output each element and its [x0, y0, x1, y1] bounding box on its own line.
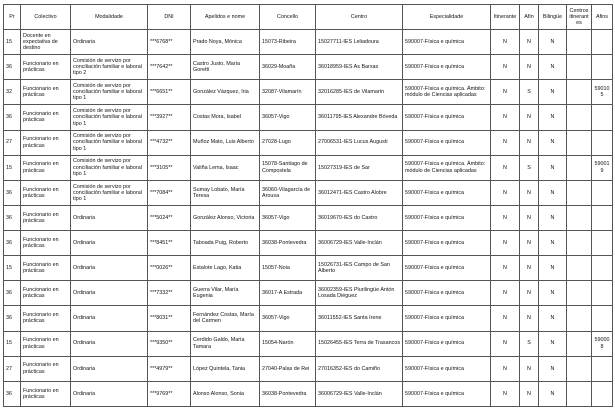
header-centro: Centro: [316, 5, 403, 30]
itinerante-cell: N: [491, 281, 520, 306]
dni-cell: ***0026**: [148, 256, 191, 281]
afin-cell: S: [520, 155, 539, 180]
bilingue-cell: N: [539, 105, 567, 130]
dni-cell: ***7084**: [148, 180, 191, 205]
header-centros-itinerantes: Centros itinerantes: [567, 5, 592, 30]
apelidos-cell: Costas Mora, Isabel: [191, 105, 260, 130]
afin-cell: N: [520, 55, 539, 80]
bilingue-cell: N: [539, 130, 567, 155]
table-row: [4, 205, 613, 230]
table-row: [4, 231, 613, 256]
afins-cell: [592, 205, 613, 230]
modalidade-cell: Ordinaria: [71, 256, 148, 281]
apelidos-cell: Castro Justo, María Goretti: [191, 55, 260, 80]
afins-cell: [592, 30, 613, 55]
centros-itinerantes-cell: [567, 281, 592, 306]
afin-cell: N: [520, 281, 539, 306]
especialidade-cell: 590007-Física e química: [403, 105, 491, 130]
afin-cell: N: [520, 306, 539, 331]
bilingue-cell: N: [539, 256, 567, 281]
table-row: [4, 55, 613, 80]
table-row: [4, 30, 613, 55]
colectivo-cell: Funcionario en prácticas: [21, 155, 71, 180]
concello-cell: 36038-Pontevedra: [260, 381, 316, 406]
dni-cell: ***3927**: [148, 105, 191, 130]
apelidos-cell: González Alonso, Victoria: [191, 205, 260, 230]
modalidade-cell: Comisión de servizo por conciliación familiar e laboral tipo 1: [71, 180, 148, 205]
afin-cell: N: [520, 381, 539, 406]
centro-cell: 27016352-IES do Camiño: [316, 356, 403, 381]
itinerante-cell: N: [491, 105, 520, 130]
table-row: [4, 356, 613, 381]
colectivo-cell: Funcionario en prácticas: [21, 180, 71, 205]
pr-cell: 27: [4, 356, 21, 381]
apelidos-cell: Guerra Vilar, María Eugenia: [191, 281, 260, 306]
pr-cell: 36: [4, 180, 21, 205]
dni-cell: ***6768**: [148, 30, 191, 55]
bilingue-cell: N: [539, 281, 567, 306]
header-bilingue: Bilingüe: [539, 5, 567, 30]
apelidos-cell: Sumay Lobato, María Teresa: [191, 180, 260, 205]
centros-itinerantes-cell: [567, 256, 592, 281]
bilingue-cell: N: [539, 231, 567, 256]
especialidade-cell: 590007-Física e química: [403, 356, 491, 381]
especialidade-cell: 590007-Física e química: [403, 256, 491, 281]
header-row: [4, 5, 613, 30]
pr-cell: 36: [4, 231, 21, 256]
bilingue-cell: N: [539, 205, 567, 230]
itinerante-cell: N: [491, 331, 520, 356]
modalidade-cell: Comisión de servizo por conciliación familiar e laboral tipo 1: [71, 105, 148, 130]
centros-itinerantes-cell: [567, 105, 592, 130]
centro-cell: 15027319-IES de Sar: [316, 155, 403, 180]
itinerante-cell: N: [491, 30, 520, 55]
centro-cell: 36018959-IES As Barxas: [316, 55, 403, 80]
dni-cell: ***3105**: [148, 155, 191, 180]
afin-cell: S: [520, 80, 539, 105]
afin-cell: N: [520, 30, 539, 55]
concello-cell: 15073-Ribeira: [260, 30, 316, 55]
pr-cell: 15: [4, 256, 21, 281]
centros-itinerantes-cell: [567, 205, 592, 230]
bilingue-cell: N: [539, 331, 567, 356]
table-row: [4, 130, 613, 155]
table-row: [4, 381, 613, 406]
apelidos-cell: Muñoz Mato, Luis Alberto: [191, 130, 260, 155]
apelidos-cell: Fernández Costas, María del Carmen: [191, 306, 260, 331]
modalidade-cell: Comisión de servizo por conciliación familiar e laboral tipo 1: [71, 155, 148, 180]
header-colectivo: Colectivo: [21, 5, 71, 30]
centros-itinerantes-cell: [567, 130, 592, 155]
centro-cell: 36011552-IES Santa Irene: [316, 306, 403, 331]
especialidade-cell: 590007-Física e química: [403, 130, 491, 155]
pr-cell: 15: [4, 30, 21, 55]
itinerante-cell: N: [491, 130, 520, 155]
table-row: [4, 180, 613, 205]
apelidos-cell: Cerdido Galdo, María Tamara: [191, 331, 260, 356]
colectivo-cell: Funcionario en prácticas: [21, 130, 71, 155]
especialidade-cell: 590007-Física e química: [403, 231, 491, 256]
itinerante-cell: N: [491, 55, 520, 80]
apelidos-cell: Prado Noya, Mónica: [191, 30, 260, 55]
modalidade-cell: Ordinaria: [71, 331, 148, 356]
centro-cell: 15027711-IES Leliadoura: [316, 30, 403, 55]
afin-cell: N: [520, 105, 539, 130]
afins-cell: [592, 356, 613, 381]
afin-cell: N: [520, 180, 539, 205]
modalidade-cell: Ordinaria: [71, 306, 148, 331]
modalidade-cell: Ordinaria: [71, 381, 148, 406]
pr-cell: 36: [4, 381, 21, 406]
centros-itinerantes-cell: [567, 331, 592, 356]
table-row: [4, 331, 613, 356]
modalidade-cell: Ordinaria: [71, 205, 148, 230]
centros-itinerantes-cell: [567, 306, 592, 331]
especialidade-cell: 590007-Física e química: [403, 30, 491, 55]
pr-cell: 36: [4, 55, 21, 80]
dni-cell: ***9350**: [148, 331, 191, 356]
concello-cell: 15057-Noia: [260, 256, 316, 281]
concello-cell: 27040-Palas de Rei: [260, 356, 316, 381]
afins-cell: [592, 381, 613, 406]
dni-cell: ***8031**: [148, 306, 191, 331]
itinerante-cell: N: [491, 80, 520, 105]
concello-cell: 27028-Lugo: [260, 130, 316, 155]
colectivo-cell: Docente en expectativa de destino: [21, 30, 71, 55]
colectivo-cell: Funcionario en prácticas: [21, 306, 71, 331]
afins-cell: [592, 281, 613, 306]
afins-cell: 590019: [592, 155, 613, 180]
afin-cell: S: [520, 331, 539, 356]
dni-cell: ***7332**: [148, 281, 191, 306]
table-row: [4, 105, 613, 130]
bilingue-cell: N: [539, 30, 567, 55]
concello-cell: 36057-Vigo: [260, 205, 316, 230]
afins-cell: [592, 256, 613, 281]
modalidade-cell: Ordinaria: [71, 30, 148, 55]
bilingue-cell: N: [539, 180, 567, 205]
bilingue-cell: N: [539, 80, 567, 105]
pr-cell: 15: [4, 331, 21, 356]
itinerante-cell: N: [491, 180, 520, 205]
apelidos-cell: Valiña Lema, Isaac: [191, 155, 260, 180]
colectivo-cell: Funcionario en prácticas: [21, 80, 71, 105]
itinerante-cell: N: [491, 306, 520, 331]
afins-cell: [592, 130, 613, 155]
dni-cell: ***9769**: [148, 381, 191, 406]
centro-cell: 36006729-IES Valle-Inclán: [316, 231, 403, 256]
centro-cell: 15026731-IES Campo de San Alberto: [316, 256, 403, 281]
especialidade-cell: 590007-Física e química: [403, 205, 491, 230]
header-dni: DNI: [148, 5, 191, 30]
centros-itinerantes-cell: [567, 80, 592, 105]
afins-cell: [592, 180, 613, 205]
centro-cell: 36011795-IES Alexandre Bóveda: [316, 105, 403, 130]
dni-cell: ***4732**: [148, 130, 191, 155]
centros-itinerantes-cell: [567, 381, 592, 406]
concello-cell: 32087-Vilamarín: [260, 80, 316, 105]
afins-cell: [592, 55, 613, 80]
especialidade-cell: 590007-Física e química. Ámbito: módulo de Ciencias aplicadas: [403, 155, 491, 180]
itinerante-cell: N: [491, 356, 520, 381]
afins-cell: [592, 231, 613, 256]
afins-cell: 590008: [592, 331, 613, 356]
centros-itinerantes-cell: [567, 231, 592, 256]
header-afin: Afín: [520, 5, 539, 30]
colectivo-cell: Funcionario en prácticas: [21, 281, 71, 306]
centro-cell: 36006729-IES Valle-Inclán: [316, 381, 403, 406]
colectivo-cell: Funcionario en prácticas: [21, 205, 71, 230]
itinerante-cell: N: [491, 256, 520, 281]
modalidade-cell: Comisión de servizo por conciliación familiar e laboral tipo 1: [71, 130, 148, 155]
centros-itinerantes-cell: [567, 356, 592, 381]
especialidade-cell: 590007-Física e química: [403, 306, 491, 331]
centro-cell: 15026455-IES Terra de Trasancos: [316, 331, 403, 356]
itinerante-cell: N: [491, 381, 520, 406]
pr-cell: 36: [4, 281, 21, 306]
modalidade-cell: Ordinaria: [71, 231, 148, 256]
especialidade-cell: 590007-Física e química: [403, 180, 491, 205]
concello-cell: 36057-Vigo: [260, 105, 316, 130]
especialidade-cell: 590007-Física e química: [403, 281, 491, 306]
itinerante-cell: N: [491, 155, 520, 180]
colectivo-cell: Funcionario en prácticas: [21, 256, 71, 281]
dni-cell: ***4979**: [148, 356, 191, 381]
table-row: [4, 306, 613, 331]
bilingue-cell: N: [539, 356, 567, 381]
pr-cell: 27: [4, 130, 21, 155]
assignments-table: [3, 4, 613, 407]
centros-itinerantes-cell: [567, 55, 592, 80]
especialidade-cell: 590007-Física e química: [403, 331, 491, 356]
especialidade-cell: 590007-Física e química: [403, 381, 491, 406]
afins-cell: [592, 306, 613, 331]
header-concello: Concello: [260, 5, 316, 30]
colectivo-cell: Funcionario en prácticas: [21, 231, 71, 256]
centro-cell: 27006531-IES Lucus Augusti: [316, 130, 403, 155]
dni-cell: ***8451**: [148, 231, 191, 256]
especialidade-cell: 590007-Física e química. Ámbito: módulo de Ciencias aplicadas: [403, 80, 491, 105]
afins-cell: [592, 105, 613, 130]
modalidade-cell: Comisión de servizo por conciliación familiar e laboral tipo 1: [71, 80, 148, 105]
modalidade-cell: Ordinaria: [71, 356, 148, 381]
concello-cell: 15078-Santiago de Compostela: [260, 155, 316, 180]
dni-cell: ***7642**: [148, 55, 191, 80]
header-apelidos: Apelidos e nome: [191, 5, 260, 30]
concello-cell: 15054-Narón: [260, 331, 316, 356]
apelidos-cell: Estalote Lago, Katia: [191, 256, 260, 281]
afin-cell: N: [520, 205, 539, 230]
pr-cell: 15: [4, 155, 21, 180]
centros-itinerantes-cell: [567, 180, 592, 205]
concello-cell: 36057-Vigo: [260, 306, 316, 331]
concello-cell: 36060-Vilagarcía de Arousa: [260, 180, 316, 205]
especialidade-cell: 590007-Física e química: [403, 55, 491, 80]
table-row: [4, 256, 613, 281]
concello-cell: 36029-Moaña: [260, 55, 316, 80]
itinerante-cell: N: [491, 205, 520, 230]
afin-cell: N: [520, 356, 539, 381]
itinerante-cell: N: [491, 231, 520, 256]
afin-cell: N: [520, 231, 539, 256]
pr-cell: 32: [4, 80, 21, 105]
centros-itinerantes-cell: [567, 30, 592, 55]
apelidos-cell: López Quintela, Tania: [191, 356, 260, 381]
bilingue-cell: N: [539, 155, 567, 180]
afin-cell: N: [520, 130, 539, 155]
header-afins: Afins: [592, 5, 613, 30]
bilingue-cell: N: [539, 306, 567, 331]
colectivo-cell: Funcionario en prácticas: [21, 331, 71, 356]
pr-cell: 36: [4, 306, 21, 331]
bilingue-cell: N: [539, 381, 567, 406]
table-row: [4, 80, 613, 105]
centros-itinerantes-cell: [567, 155, 592, 180]
centro-cell: 36012471-IES Castro Alobre: [316, 180, 403, 205]
colectivo-cell: Funcionario en prácticas: [21, 356, 71, 381]
centro-cell: 36019670-IES do Castro: [316, 205, 403, 230]
table-row: [4, 155, 613, 180]
header-modalidade: Modalidade: [71, 5, 148, 30]
concello-cell: 36038-Pontevedra: [260, 231, 316, 256]
colectivo-cell: Funcionario en prácticas: [21, 105, 71, 130]
modalidade-cell: Comisión de servizo por conciliación familiar e laboral tipo 2: [71, 55, 148, 80]
colectivo-cell: Funcionario en prácticas: [21, 55, 71, 80]
centro-cell: 36002359-IES Plurilingüe Antón Losada Diéguez: [316, 281, 403, 306]
modalidade-cell: Ordinaria: [71, 281, 148, 306]
pr-cell: 36: [4, 105, 21, 130]
table-row: [4, 281, 613, 306]
apelidos-cell: Alonso Alonso, Sonia: [191, 381, 260, 406]
header-itinerante: Itinerante: [491, 5, 520, 30]
colectivo-cell: Funcionario en prácticas: [21, 381, 71, 406]
dni-cell: ***6651**: [148, 80, 191, 105]
centro-cell: 32016285-IES de Vilamarín: [316, 80, 403, 105]
afins-cell: 590105: [592, 80, 613, 105]
header-pr: Pr: [4, 5, 21, 30]
apelidos-cell: Taboada Puig, Roberto: [191, 231, 260, 256]
pr-cell: 36: [4, 205, 21, 230]
afin-cell: N: [520, 256, 539, 281]
concello-cell: 36017-A Estrada: [260, 281, 316, 306]
bilingue-cell: N: [539, 55, 567, 80]
apelidos-cell: González Vázquez, Iria: [191, 80, 260, 105]
header-especialidade: Especialidade: [403, 5, 491, 30]
dni-cell: ***5024**: [148, 205, 191, 230]
